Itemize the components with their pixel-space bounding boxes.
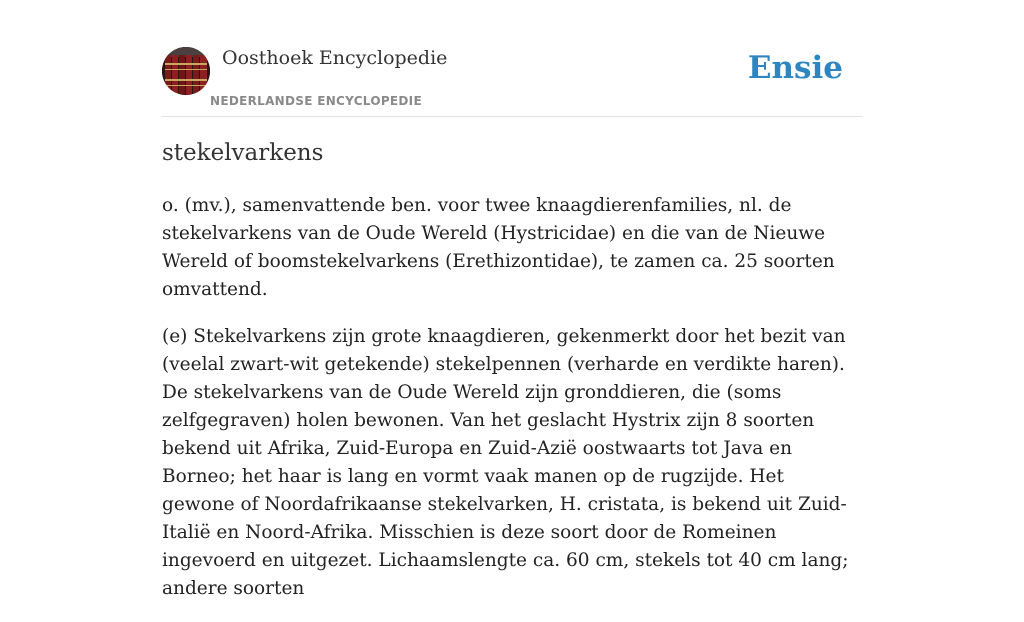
logo-book-spines-icon[interactable] [162, 47, 210, 95]
site-title[interactable]: Oosthoek Encyclopedie [222, 47, 448, 69]
page-container [162, 0, 862, 599]
site-subtitle: NEDERLANDSE ENCYCLOPEDIE [210, 94, 422, 108]
entry-paragraph: o. (mv.), samenvattende ben. voor twee knaagdierenfamilies, nl. de stekelvarkens van de Oude Wereld (Hystricidae) en die van de Nieuwe Wereld of boomstekelvarkens (Erethizontidae), te zamen ca. 25 soorten omvattend. [162, 195, 835, 300]
site-header [162, 0, 862, 117]
book-spines-icon [162, 47, 210, 95]
entry-title: stekelvarkens [162, 140, 324, 166]
brand-logo-text[interactable]: Ensie [747, 50, 843, 86]
entry-paragraph: (e) Stekelvarkens zijn grote knaagdieren, gekenmerkt door het bezit van (veelal zwart-wit getekende) stekelpennen (verharde en verdikte haren). De stekelvarkens van de Oude Wereld zijn gronddieren, die (soms zelfgegraven) holen bewonen. Van het geslacht Hystrix zijn 8 soorten bekend uit Afrika, Zuid-Europa en Zuid-Azië oostwaarts tot Java en Borneo; het haar is lang en vormt vaak manen op de rugzijde. Het gewone of Noordafrikaanse stekelvarken, H. cristata, is bekend uit Zuid-Italië en Noord-Afrika. Misschien is deze soort door de Romeinen ingevoerd en uitgezet. Lichaamslengte ca. 60 cm, stekels tot 40 cm lang; andere soorten [162, 326, 849, 599]
entry-body [162, 192, 862, 622]
